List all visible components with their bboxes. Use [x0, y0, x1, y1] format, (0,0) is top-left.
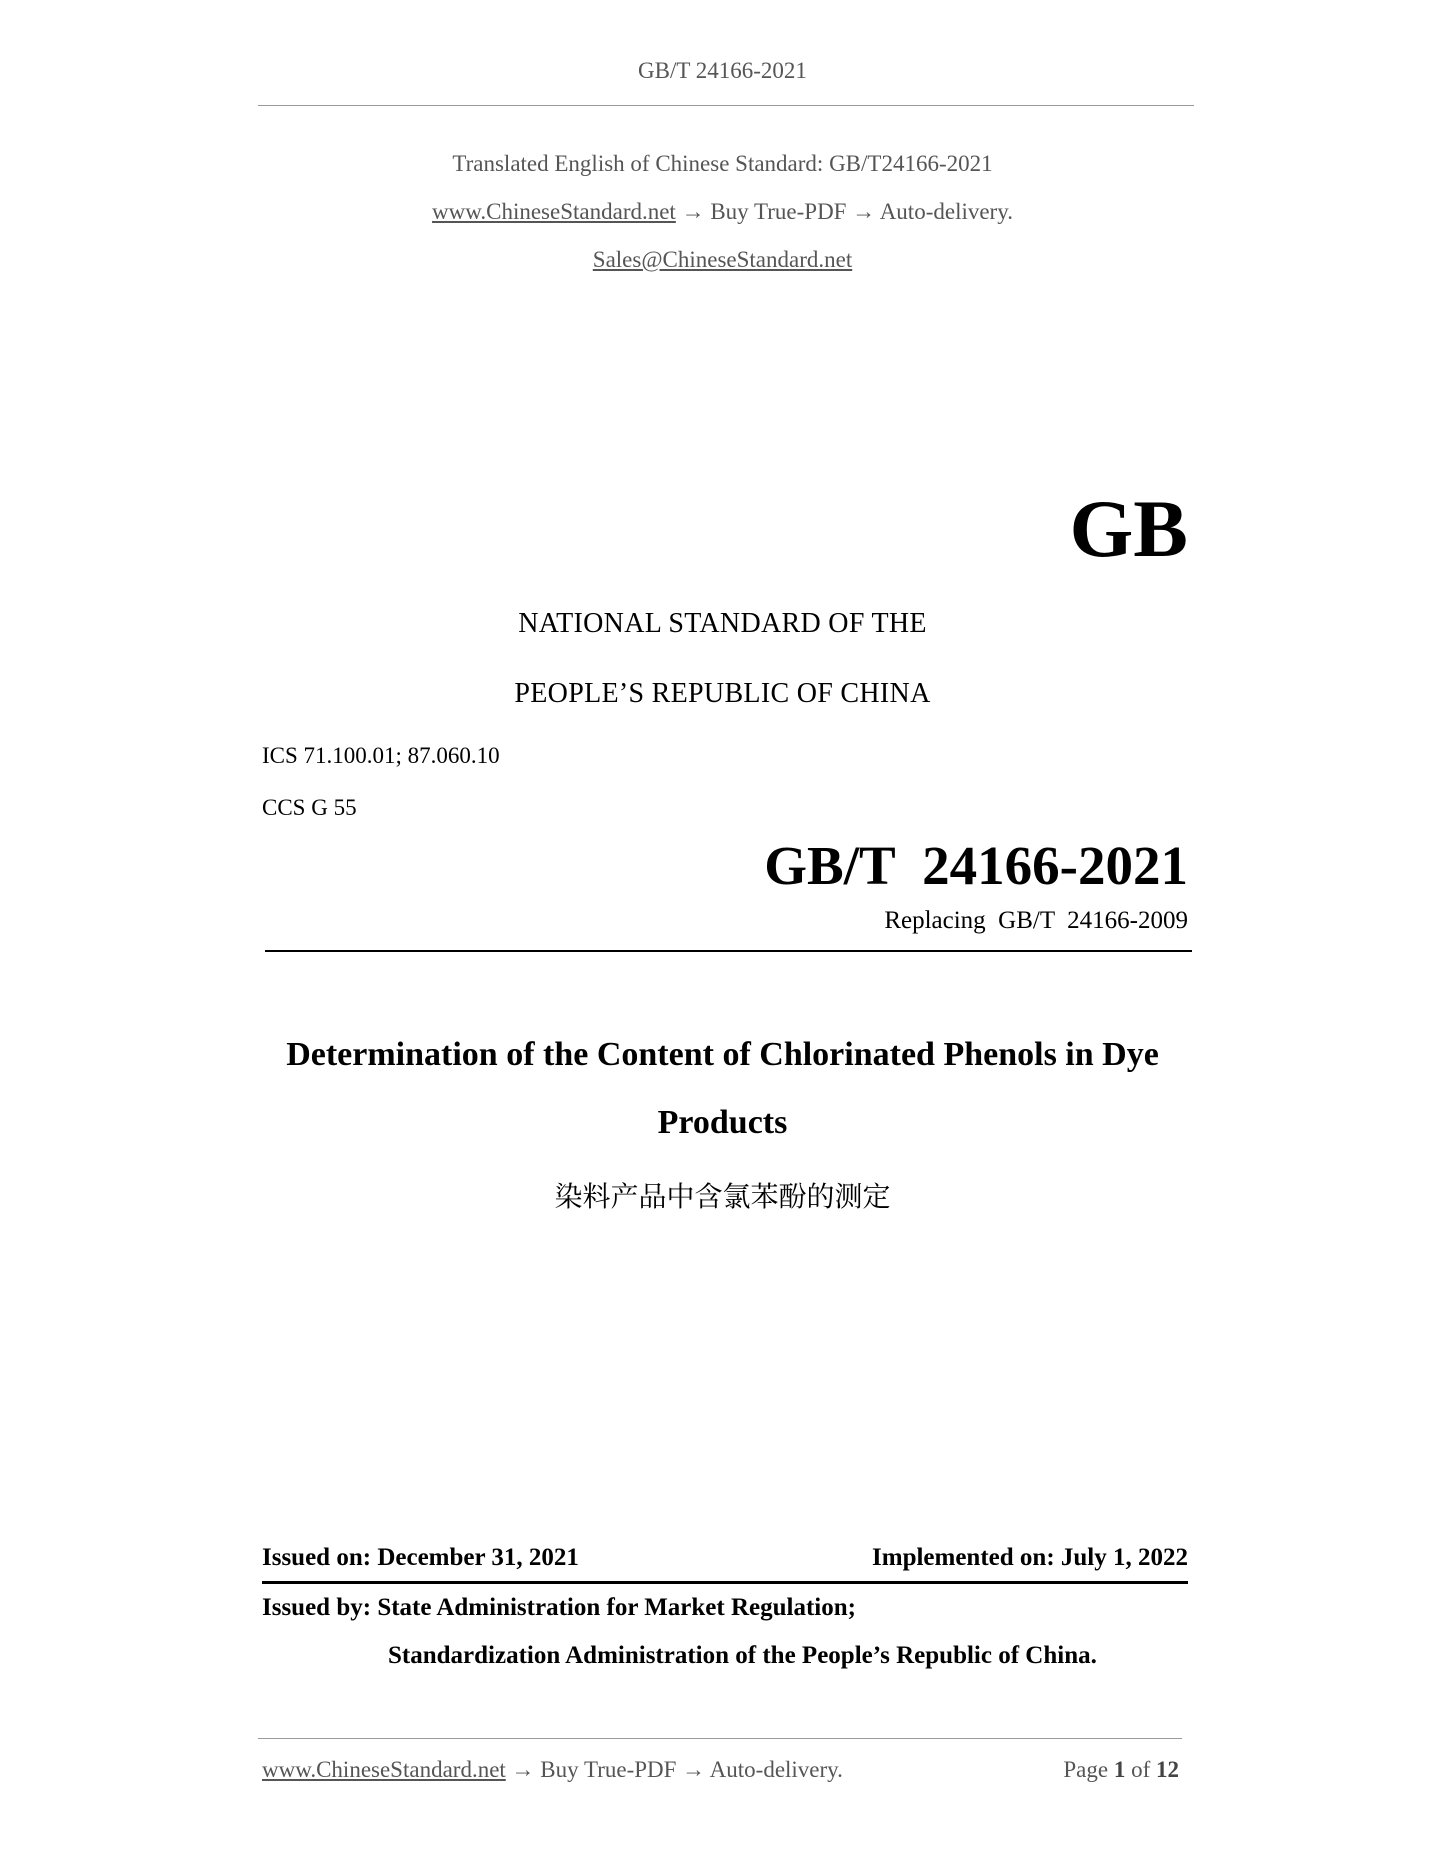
standard-number: GB/T 24166-2021: [764, 835, 1188, 896]
total-pages: 12: [1156, 1757, 1179, 1782]
replacing-note: Replacing GB/T 24166-2009: [884, 907, 1188, 934]
email-link[interactable]: Sales@ChineseStandard.net: [592, 247, 853, 272]
footer-buy-text: → Buy True-PDF → Auto-delivery.: [511, 1757, 843, 1782]
gb-mark: GB: [1069, 483, 1188, 574]
issuance-divider: [262, 1581, 1188, 1584]
footer-promo: [262, 1757, 843, 1783]
footer-divider: [258, 1738, 1182, 1739]
ics-code: ICS 71.100.01; 87.060.10: [262, 743, 500, 768]
national-standard-line2: PEOPLE’S REPUBLIC OF CHINA: [514, 678, 931, 709]
issued-by-line1: Issued by: State Administration for Market Regulation;: [262, 1594, 856, 1621]
of-label: of: [1131, 1757, 1151, 1782]
site-link[interactable]: www.ChineseStandard.net: [432, 199, 676, 224]
buy-text: → Buy True-PDF → Auto-delivery.: [681, 199, 1013, 224]
ccs-code: CCS G 55: [262, 795, 357, 820]
title-en-line1: Determination of the Content of Chlorinated Phenols in Dye: [286, 1036, 1159, 1073]
page-indicator: [1063, 1757, 1179, 1783]
national-standard-line1: NATIONAL STANDARD OF THE: [518, 608, 927, 639]
issuance-dates: [262, 1544, 1188, 1572]
buy-line: [0, 199, 1445, 225]
translated-notice: Translated English of Chinese Standard: GB/T24166-2021: [452, 151, 993, 176]
page-label: Page: [1063, 1757, 1109, 1782]
email-line: [0, 247, 1445, 273]
footer-site-link[interactable]: www.ChineseStandard.net: [262, 1757, 506, 1782]
running-header: GB/T 24166-2021: [638, 58, 807, 83]
title-divider: [265, 950, 1192, 952]
title-en-line2: Products: [657, 1104, 788, 1141]
title-chinese: 染料产品中含氯苯酚的测定: [554, 1180, 891, 1213]
issued-by-line2: Standardization Administration of the People’s Republic of China.: [388, 1642, 1097, 1669]
page-number: 1: [1113, 1757, 1126, 1782]
issued-on: Issued on: December 31, 2021: [262, 1544, 579, 1571]
implemented-on: Implemented on: July 1, 2022: [872, 1544, 1188, 1571]
header-divider: [258, 105, 1194, 106]
